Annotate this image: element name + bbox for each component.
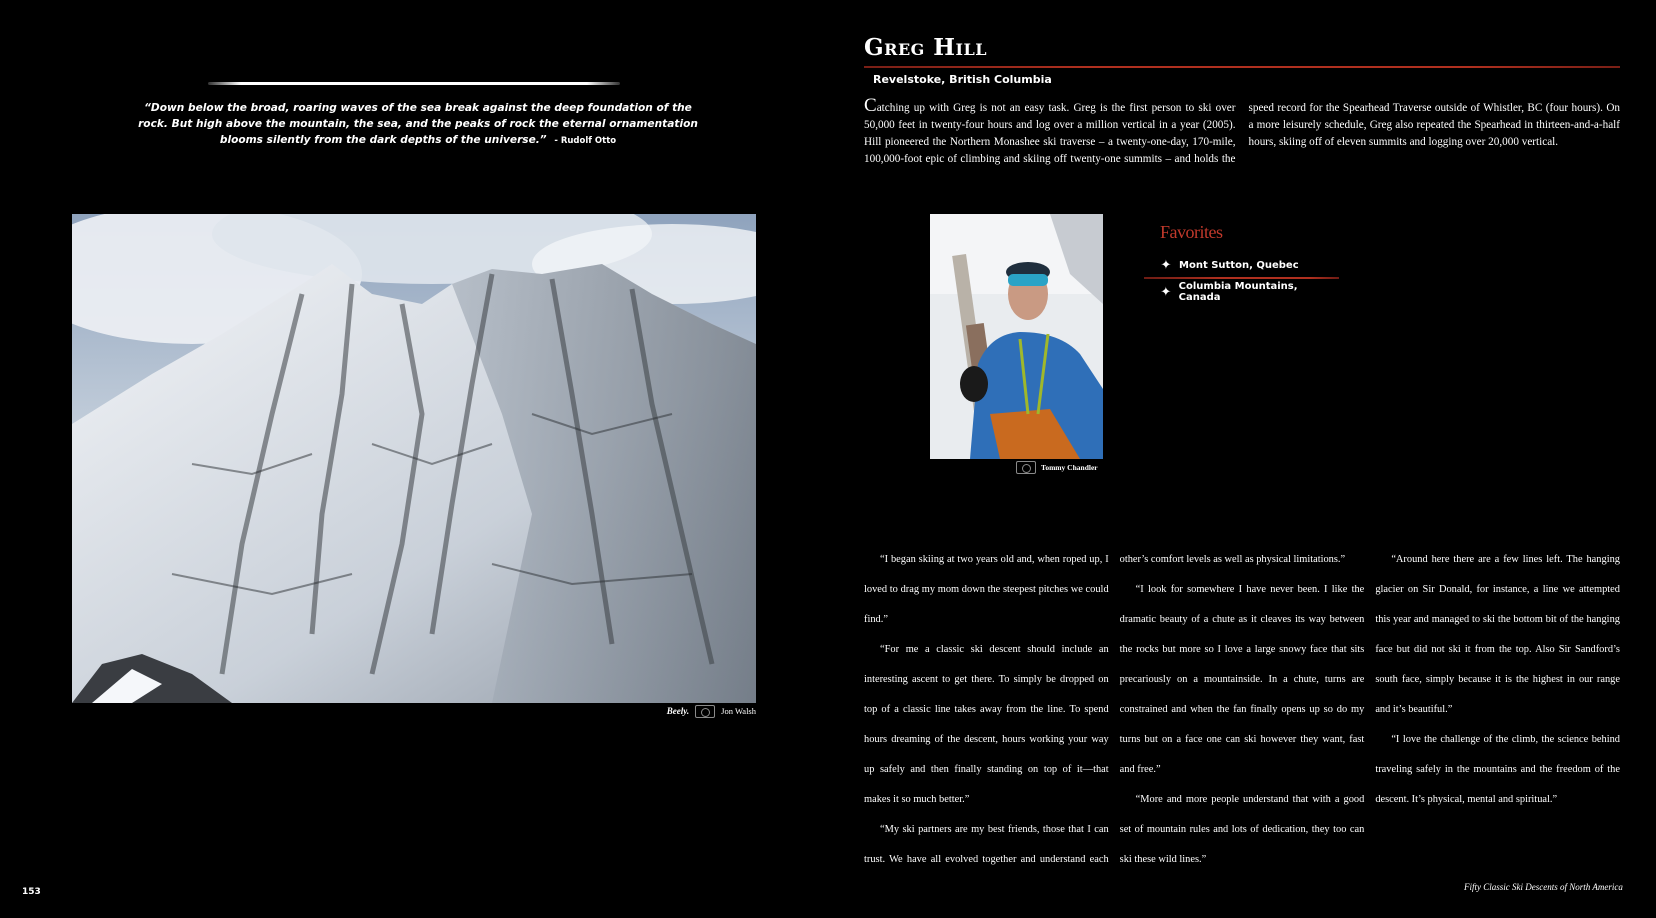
bio-paragraph: “For me a classic ski descent should include an interesting ascent to get there. To simply be dropped on top of a classic line takes away from the line. To spend hours dreaming of the descent, hours working your way up safely and then finally standing on top of it—that makes it so much better.”	[864, 644, 1109, 805]
portrait-photo	[930, 214, 1103, 459]
page-number: 153	[22, 887, 41, 897]
photo-credit-name: Jon Walsh	[721, 706, 756, 716]
bio-paragraph: “I look for somewhere I have never been. I like the dramatic beauty of a chute as it cleaves its way between the rocks but more so I love a large snowy face that sits precariously on a mountainside. In a chute, turns are constrained and when the fan finally opens up so do my turns but on a face one can ski however they want, fast and free.”	[1119, 584, 1365, 775]
portrait-credit	[1016, 459, 1098, 476]
favorite-item	[1159, 281, 1339, 303]
intro-dropcap: C	[864, 95, 877, 116]
bio-paragraph: “My ski partners are my best friends, those that I can trust. We have all evolved together and understand each other’s comfort levels as well as physical limitations.”	[864, 554, 1346, 865]
compass-star-icon: ✦	[1160, 257, 1172, 273]
epigraph	[130, 100, 706, 150]
bio-paragraph: “I love the challenge of the climb, the science behind traveling safely in the mountains and the freedom of the descent. It’s physical, mental and spiritual.”	[1375, 734, 1620, 805]
epigraph-author: - Rudolf Otto	[554, 136, 617, 147]
intro-text: atching up with Greg is not an easy task. Greg is the first person to ski over 50,000 feet in twenty-four hours and log over a million vertical in a year (2005). Hill pioneered the Northern Monashee ski traverse – a twenty-one-day, 170-mile, 100,000-foot epic of climbing and skiing off twenty-one summits – and holds the speed record for the Spearhead Traverse outside of Whistler, BC (four hours). On a more leisurely schedule, Greg also repeated the Spearhead in thirteen-and-a-half hours, skiing off of eleven summits and logging over 20,000 vertical.	[864, 102, 1620, 165]
bio-paragraph: “More and more people understand that with a good set of mountain rules and lots of dedication, they too can ski these wild lines.”	[1119, 794, 1365, 865]
book-footer: Fifty Classic Ski Descents of North America	[1464, 882, 1623, 892]
portrait-credit-name: Tommy Chandler	[1041, 463, 1098, 472]
bio-columns	[864, 545, 1620, 875]
favorites-title: Favorites	[1160, 222, 1223, 242]
favorite-item-label: Columbia Mountains, Canada	[1178, 281, 1298, 303]
compass-star-icon: ✦	[1160, 284, 1172, 300]
epigraph-text: “Down below the broad, roaring waves of the sea break against the deep foundation of the rock. But high above the mountain, the sea, and the peaks of rock the eternal ornamentation blooms silently from the dark depths of the universe.”	[138, 102, 698, 147]
bio-paragraph: “I began skiing at two years old and, when roped up, I loved to drag my mom down the steepest pitches we could find.”	[864, 554, 1109, 625]
location: Revelstoke, British Columbia	[873, 73, 1052, 86]
favorites-list	[1159, 254, 1339, 303]
bio-paragraph: “Around here there are a few lines left. The hanging glacier on Sir Donald, for instance, a line we attempted this year and managed to ski the bottom bit of the hanging face but did not ski it from the top. Also Sir Sandford’s south face, simply because it is the highest in our range and it’s beautiful.”	[1375, 554, 1620, 715]
title-rule	[864, 66, 1620, 68]
photo-credit	[560, 702, 756, 720]
page-title: Greg Hill	[864, 34, 988, 61]
favorite-item-label: Mont Sutton, Quebec	[1179, 259, 1299, 271]
photo-caption: Beely.	[666, 706, 690, 716]
mountain-photo	[72, 214, 756, 703]
camera-icon	[695, 705, 715, 718]
favorite-item	[1159, 254, 1339, 276]
camera-icon	[1016, 461, 1036, 474]
intro-paragraph	[864, 95, 1620, 168]
epigraph-rule	[208, 82, 620, 85]
